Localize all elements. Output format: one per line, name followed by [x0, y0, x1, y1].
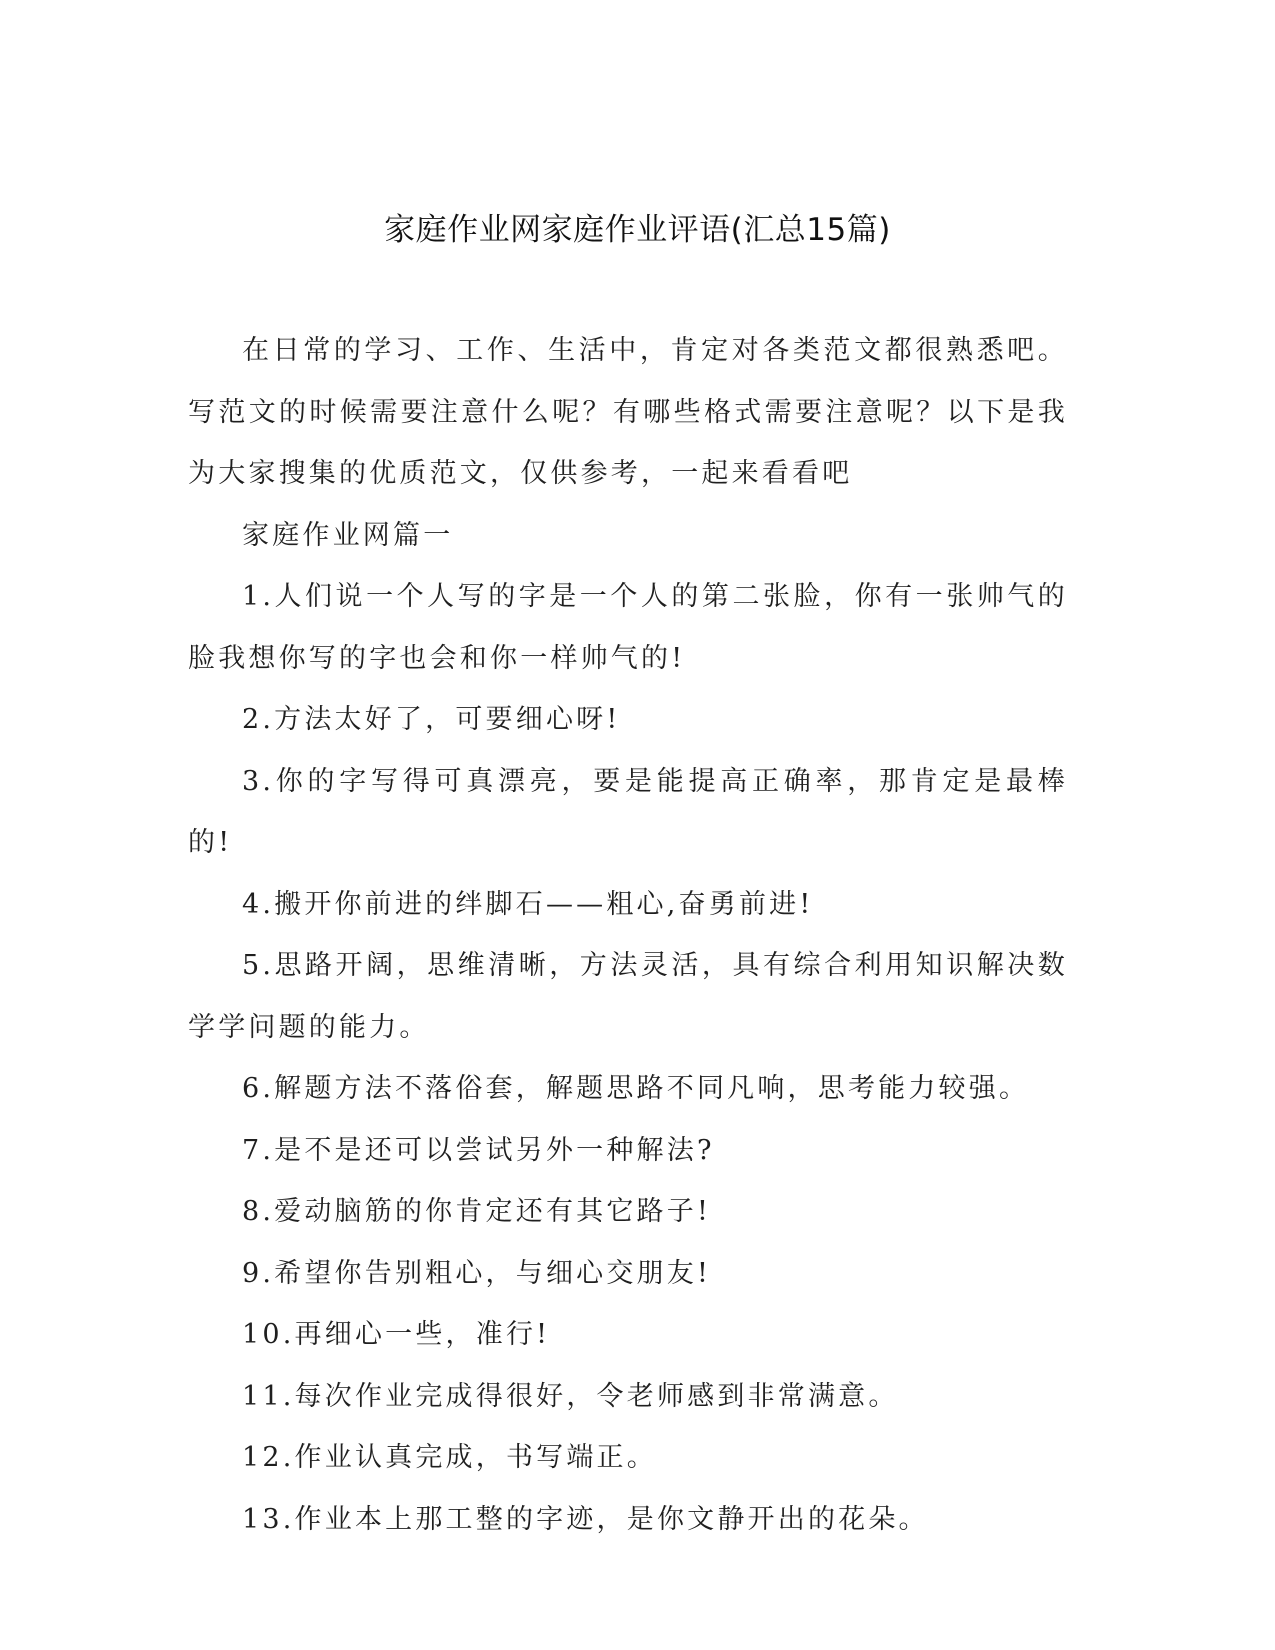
intro-paragraph: 在日常的学习、工作、生活中，肯定对各类范文都很熟悉吧。写范文的时候需要注意什么呢？有哪些格式需要注意呢？以下是我为大家搜集的优质范文，仅供参考，一起来看看吧	[188, 335, 1068, 489]
comment-item-7: 7.是不是还可以尝试另外一种解法?	[242, 1134, 715, 1166]
comment-item-6: 6.解题方法不落俗套，解题思路不同凡响，思考能力较强。	[242, 1073, 1030, 1104]
comment-item-10: 10.再细心一些，准行!	[242, 1319, 551, 1350]
document-title: 家庭作业网家庭作业评语(汇总15篇)	[384, 212, 891, 248]
comment-item-11: 11.每次作业完成得很好，令老师感到非常满意。	[242, 1380, 899, 1412]
comment-item-3: 3.你的字写得可真漂亮，要是能提高正确率，那肯定是最棒的!	[188, 765, 1068, 858]
comment-item-8: 8.爱动脑筋的你肯定还有其它路子!	[242, 1196, 712, 1227]
section-heading: 家庭作业网篇一	[242, 519, 454, 551]
comment-item-12: 12.作业认真完成，书写端正。	[242, 1442, 657, 1473]
comment-item-13: 13.作业本上那工整的字迹，是你文静开出的花朵。	[242, 1503, 929, 1535]
comment-item-4: 4.搬开你前进的绊脚石——粗心,奋勇前进!	[242, 888, 814, 920]
comment-item-1: 1.人们说一个人写的字是一个人的第二张脸，你有一张帅气的脸我想你写的字也会和你一样帅气的!	[188, 581, 1068, 674]
comment-item-5: 5.思路开阔，思维清晰，方法灵活，具有综合利用知识解决数学学问题的能力。	[188, 950, 1068, 1043]
comment-item-9: 9.希望你告别粗心，与细心交朋友!	[242, 1257, 712, 1289]
document-body	[188, 320, 1068, 1550]
comment-item-2: 2.方法太好了，可要细心呀!	[242, 704, 621, 735]
